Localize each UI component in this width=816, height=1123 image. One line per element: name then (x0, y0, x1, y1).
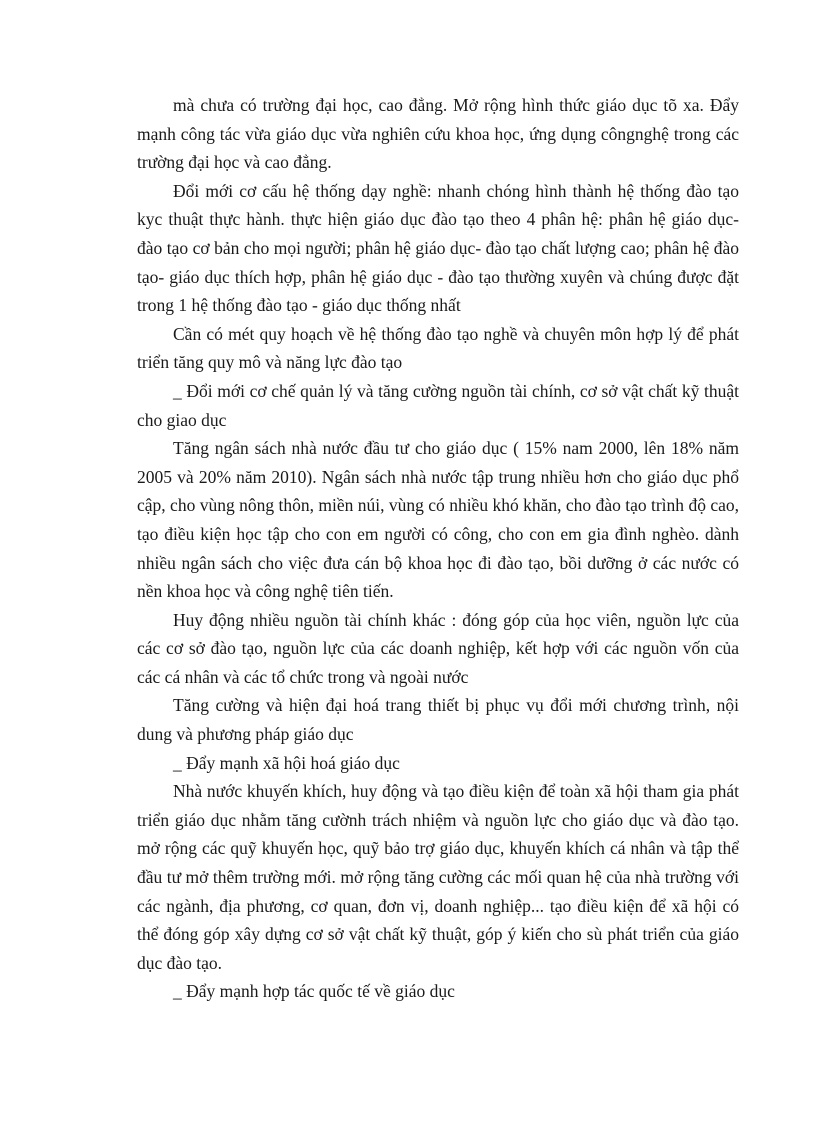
paragraph-7: Tăng cường và hiện đại hoá trang thiết bị phục vụ đổi mới chương trình, nội dung và phương pháp giáo dục (137, 695, 739, 745)
paragraph-2: Đổi mới cơ cấu hệ thống dạy nghề: nhanh chóng hình thành hệ thống đào tạo kyc thuật thực hành. thực hiện giáo dục đào tạo theo 4 phân hệ: phân hệ giáo dục- đào tạo cơ bản cho mọi người; phân hệ giáo dục- đào tạo chất lượng cao; phân hệ đào tạo- giáo dục thích hợp, phân hệ giáo dục - đào tạo thường xuyên và chúng được đặt trong 1 hệ thống đào tạo - giáo dục thống nhất (137, 180, 739, 316)
paragraph-8: _ Đẩy mạnh xã hội hoá giáo dục (173, 752, 400, 773)
paragraph-10: _ Đẩy mạnh hợp tác quốc tế về giáo dục (173, 981, 455, 1002)
paragraph-3: Cần có mét quy hoạch về hệ thống đào tạo nghề và chuyên môn hợp lý để phát triển tăng quy mô và năng lực đào tạo (137, 323, 739, 373)
paragraph-5: Tăng ngân sách nhà nước đầu tư cho giáo dục ( 15% nam 2000, lên 18% năm 2005 và 20% năm 2010). Ngân sách nhà nước tập trung nhiều hơn cho giáo dục phổ cập, cho vùng nông thôn, miền núi, vùng có nhiều khó khăn, cho đào tạo trình độ cao, tạo điều kiện học tập cho con em người có công, cho con em gia đình nghèo. dành nhiều ngân sách cho việc đưa cán bộ khoa học đi đào tạo, bồi dưỡng ở các nước có nền khoa học và công nghệ tiên tiến. (137, 438, 739, 602)
paragraph-1: mà chưa có trường đại học, cao đẳng. Mở rộng hình thức giáo dục tõ xa. Đẩy mạnh công tác vừa giáo dục vừa nghiên cứu khoa học, ứng dụng côngnghệ trong các trường đại học và cao đẳng. (137, 95, 739, 173)
document-body (137, 91, 739, 1006)
paragraph-4: _ Đổi mới cơ chế quản lý và tăng cường nguồn tài chính, cơ sở vật chất kỹ thuật cho giao dục (137, 380, 739, 430)
paragraph-9: Nhà nước khuyến khích, huy động và tạo điều kiện để toàn xã hội tham gia phát triển giáo dục nhằm tăng cườnh trách nhiệm và nguồn lực cho giáo dục và đào tạo. mở rộng các quỹ khuyến học, quỹ bảo trợ giáo dục, khuyến khích cá nhân và tập thể đầu tư mở thêm trường mới. mở rộng tăng cường các mối quan hệ của nhà trường với các ngành, địa phương, cơ quan, đơn vị, doanh nghiệp... tạo điều kiện để xã hội có thể đóng góp xây dựng cơ sở vật chất kỹ thuật, góp ý kiến cho sù phát triển của giáo dục đào tạo. (137, 781, 739, 973)
paragraph-6: Huy động nhiều nguồn tài chính khác : đóng góp của học viên, nguồn lực của các cơ sở đào tạo, nguồn lực của các doanh nghiệp, kết hợp với các nguồn vốn của các cá nhân và các tổ chức trong và ngoài nước (137, 609, 739, 687)
